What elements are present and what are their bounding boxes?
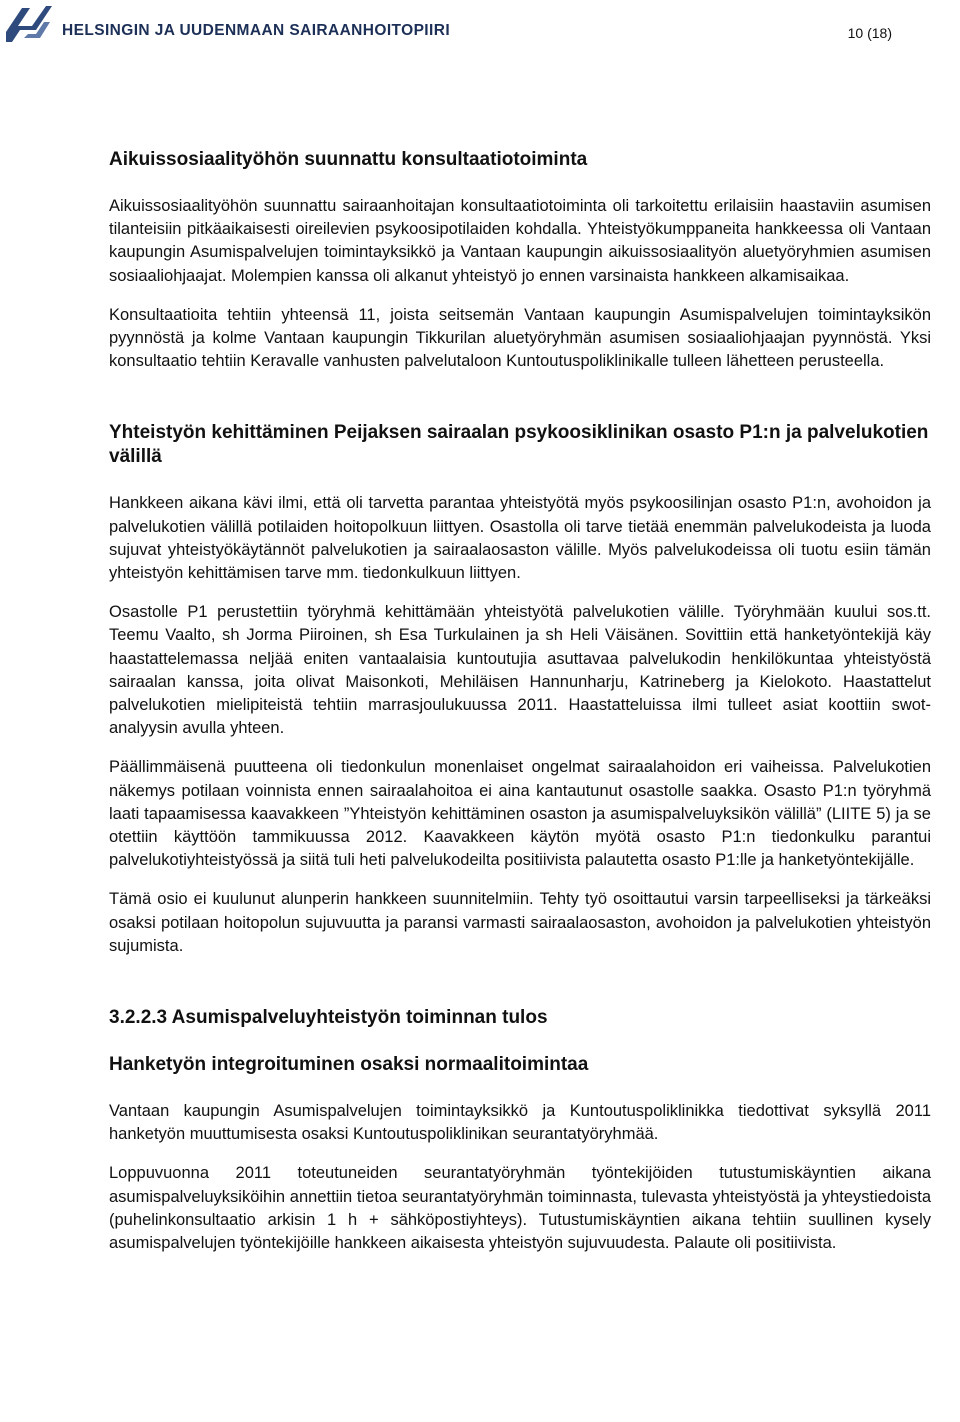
numbered-section-heading: 3.2.2.3 Asumispalveluyhteistyön toiminnan tulos (109, 1007, 548, 1029)
paragraph: Osastolle P1 perustettiin työryhmä kehittämään yhteistyötä palvelukotien välille. Työryhmään kuului sos.tt. Teemu Vaalto, sh Jorma Piiroinen, sh Esa Turkulainen ja sh Heli Väisänen. Sovittiin että hanketyöntekijä käy haastattelemassa neljää eniten vantaalaisia kuntoutujia asuttavaa palvelukodin henkilökuntaa yhteistyöstä sairaalan kanssa, joita olivat Maisonkoti, Mehiläisen Hannunharju, Katrineberg ja Kielokoto. Haastattelut palvelukotien mielipiteistä tehtiin marrasjoulukuussa 2011. Haastatteluissa ilmi tulleet asiat koottiin swot- analyysin avulla yhteen. (109, 603, 931, 738)
paragraph: Konsultaatioita tehtiin yhteensä 11, joista seitsemän Vantaan kaupungin Asumispalvelujen toimintayksikön pyynnöstä ja kolme Vantaan kaupungin Tikkurilan aluetyöryhmän asumisen sosiaaliohjaajan pyynnöstä. Yksi konsultaatio tehtiin Keravalle vanhusten palvelutaloon Kuntoutuspoliklinikalle tulleen lähetteen perusteella. (109, 305, 931, 371)
document-body (109, 148, 931, 1255)
paragraph: Päällimmäisenä puutteena oli tiedonkulun monenlaiset ongelmat sairaalahoidon eri vaiheissa. Palvelukotien näkemys potilaan voinnista ennen sairaalahoitoa ei aina kantautunut osastolle saakka. Osasto P1:n työryhmä laati tapaamisessa kaavakkeen ”Yhteistyön kehittäminen osaston ja asumispalveluyksikön välillä” (LIITE 5) ja se otettiin käyttöön tammikuussa 2012. Kaavakkeen käytön myötä osasto P1:n tiedonkulku parantui palvelukotiyhteistyössä ja siitä tuli heti palvelukodeilta positiivista palautetta osasto P1:lle ja hanketyöntekijälle. (109, 758, 931, 870)
page-header (0, 0, 960, 60)
paragraph: Tämä osio ei kuulunut alunperin hankkeen suunnitelmiin. Tehty työ osoittautui varsin tarpeelliseksi ja tärkeäksi osaksi potilaan hoitopolun sujuvuutta ja paransi varmasti sairaalaosaston, avohoidon ja palvelukotien yhteistyön sujumista. (109, 890, 931, 955)
paragraph: Hankkeen aikana kävi ilmi, että oli tarvetta parantaa yhteistyötä myös psykoosilinjan osasto P1:n, avohoidon ja palvelukotien välillä potilaiden hoitopolkuun liittyen. Osastolla oli tarve tietää enemmän palvelukodeista ja luoda sujuvat yhteistyökäytännöt palvelukotien ja sairaalaosaston välille. Myös palvelukodeissa oli tuotu esiin tämän yhteistyön kehittämisen tarve mm. tiedonkulkuun liittyen. (109, 494, 931, 583)
paragraph: Vantaan kaupungin Asumispalvelujen toimintayksikkö ja Kuntoutuspoliklinikka tiedottivat syksyllä 2011 hanketyön muuttumisesta osaksi Kuntoutuspoliklinikan seurantatyöryhmää. (109, 1102, 931, 1144)
subsection-heading: Hanketyön integroituminen osaksi normaalitoimintaa (109, 1054, 589, 1076)
paragraph: Aikuissosiaalityöhön suunnattu sairaanhoitajan konsultaatiotoiminta oli tarkoitettu erilaisiin haastaviin asumisen tilanteisiin pitkäaikaisesti oireilevien psykoosipotilaiden kohdalla. Yhteistyökumppaneita hankkeessa oli Vantaan kaupungin Asumispalvelujen toimintayksikkö ja Vantaan kaupungin aikuissosiaalityön aluetyöryhmien asumisen sosiaaliohjaajat. Molempien kanssa oli alkanut yhteistyö jo ennen varsinaista hankkeen alkamisaikaa. (109, 197, 931, 285)
page-number: 10 (18) (847, 25, 892, 41)
paragraph: Loppuvuonna 2011 toteutuneiden seurantatyöryhmän työntekijöiden tutustumiskäyntien aikana asumispalveluyksiköihin annettiin tietoa seurantatyöryhmän toiminnasta, tulevasta yhteistyöstä ja yhteystiedoista (puhelinkonsultaatio arkisin 1 h + sähköpostiyhteys). Tutustumiskäyntien aikana tehtiin suullinen kysely asumispalvelujen työntekijöille hankkeen aikaisesta yhteistyön sujuvuudesta. Palaute oli positiivista. (109, 1164, 931, 1253)
section-heading: Yhteistyön kehittäminen Peijaksen sairaalan psykoosiklinikan osasto P1:n ja palvelukotien välillä (109, 422, 929, 468)
organization-name: HELSINGIN JA UUDENMAAN SAIRAANHOITOPIIRI (62, 22, 451, 39)
section-heading: Aikuissosiaalityöhön suunnattu konsultaatiotoiminta (109, 149, 588, 170)
hus-logo-icon (2, 2, 54, 46)
